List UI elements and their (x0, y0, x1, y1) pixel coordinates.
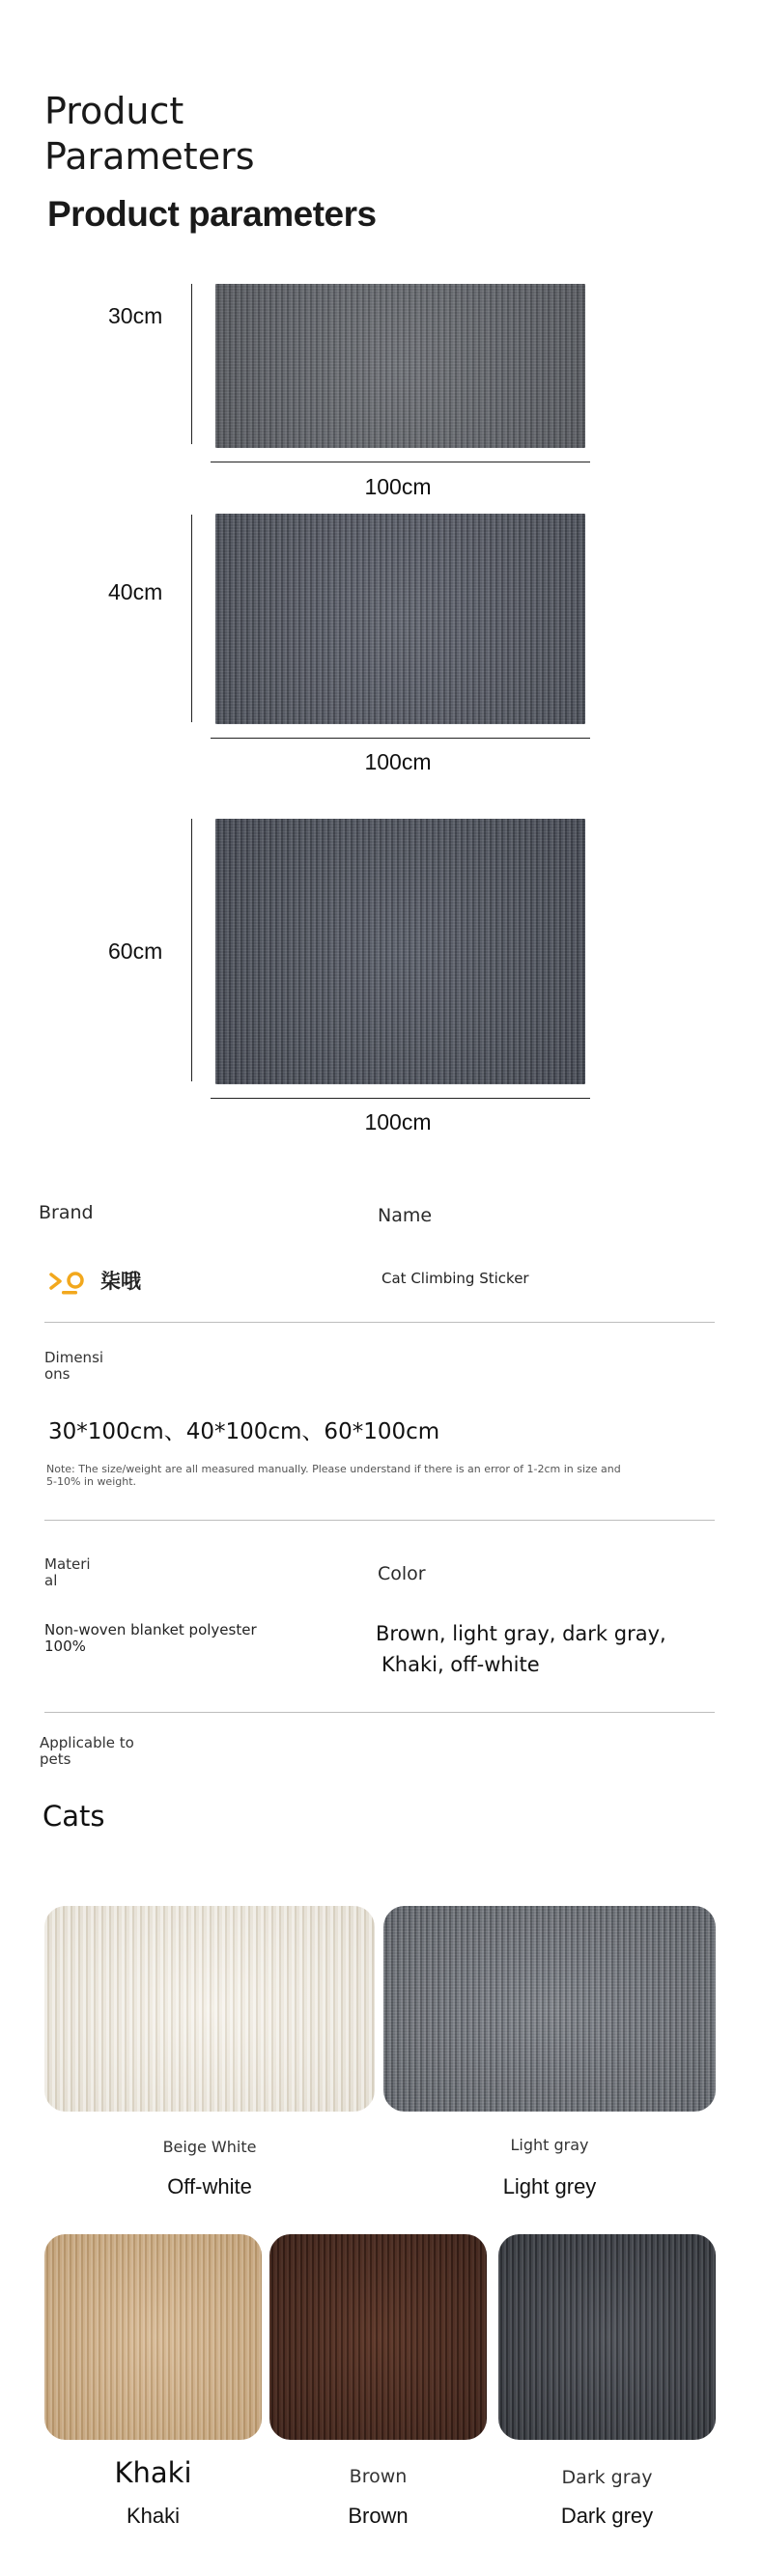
name-label: Name (378, 1205, 433, 1226)
header-line-1: Product (44, 90, 184, 132)
header-line-2: Parameters (44, 135, 255, 178)
swatch-caption-2: Brown (348, 2504, 409, 2528)
measurement-note-line-1: Note: The size/weight are all measured manually. Please understand if there is an error of 1-2cm in size and (46, 1463, 621, 1475)
section-divider (44, 1520, 715, 1521)
brand-name: 柒哦 (100, 1270, 141, 1293)
brand-label: Brand (39, 1202, 94, 1223)
swatch-light-grey (383, 1906, 716, 2112)
swatch-caption-2: Light grey (502, 2174, 597, 2198)
width-dimension-line (211, 738, 590, 739)
carpet-sample-30cm (215, 284, 585, 448)
height-label-30: 30cm (108, 303, 163, 328)
name-value: Cat Climbing Sticker (382, 1270, 529, 1287)
swatch-off-white (44, 1906, 375, 2112)
pets-value: Cats (42, 1800, 105, 1833)
carpet-sample-60cm (215, 819, 585, 1084)
swatch-caption-1: Beige White (162, 2138, 257, 2156)
width-label-30: 100cm (364, 474, 432, 499)
material-value-line-1: Non-woven blanket polyester (44, 1621, 257, 1638)
height-label-60: 60cm (108, 938, 163, 964)
swatch-caption-2: Off-white (167, 2174, 252, 2198)
material-value-line-2: 100% (44, 1638, 86, 1655)
dimensions-value: 30*100cm、40*100cm、60*100cm (48, 1419, 440, 1444)
color-value-line-2: Khaki, off-white (382, 1653, 540, 1676)
height-label-40: 40cm (108, 579, 163, 604)
section-divider (44, 1712, 715, 1713)
height-dimension-line (191, 515, 192, 722)
width-label-40: 100cm (364, 749, 432, 774)
width-label-60: 100cm (364, 1109, 432, 1134)
swatch-dark-grey (498, 2234, 716, 2440)
brand-logo-icon (48, 1268, 97, 1297)
pets-label-line-1: Applicable to (40, 1734, 134, 1751)
page-title: Product parameters (47, 194, 377, 234)
pets-label-line-2: pets (40, 1750, 71, 1768)
material-label-line-2: al (44, 1572, 58, 1589)
swatch-brown (269, 2234, 487, 2440)
width-dimension-line (211, 1098, 590, 1099)
measurement-note-line-2: 5-10% in weight. (46, 1475, 137, 1488)
dimensions-label-line-1: Dimensi (44, 1349, 104, 1366)
material-label-line-1: Materi (44, 1555, 91, 1573)
carpet-sample-40cm (215, 514, 585, 724)
swatch-caption-1: Brown (349, 2466, 408, 2487)
section-divider (44, 1322, 715, 1323)
swatch-caption-2: Khaki (126, 2504, 181, 2528)
height-dimension-line (191, 819, 192, 1081)
dimensions-label-line-2: ons (44, 1365, 71, 1383)
height-dimension-line (191, 284, 192, 444)
swatch-caption-1: Khaki (114, 2456, 192, 2489)
color-label: Color (378, 1563, 426, 1584)
swatch-khaki (44, 2234, 262, 2440)
swatch-caption-1: Dark gray (561, 2467, 653, 2488)
swatch-caption-2: Dark grey (560, 2504, 654, 2528)
color-value-line-1: Brown, light gray, dark gray, (376, 1622, 666, 1645)
swatch-caption-1: Light gray (510, 2136, 589, 2154)
